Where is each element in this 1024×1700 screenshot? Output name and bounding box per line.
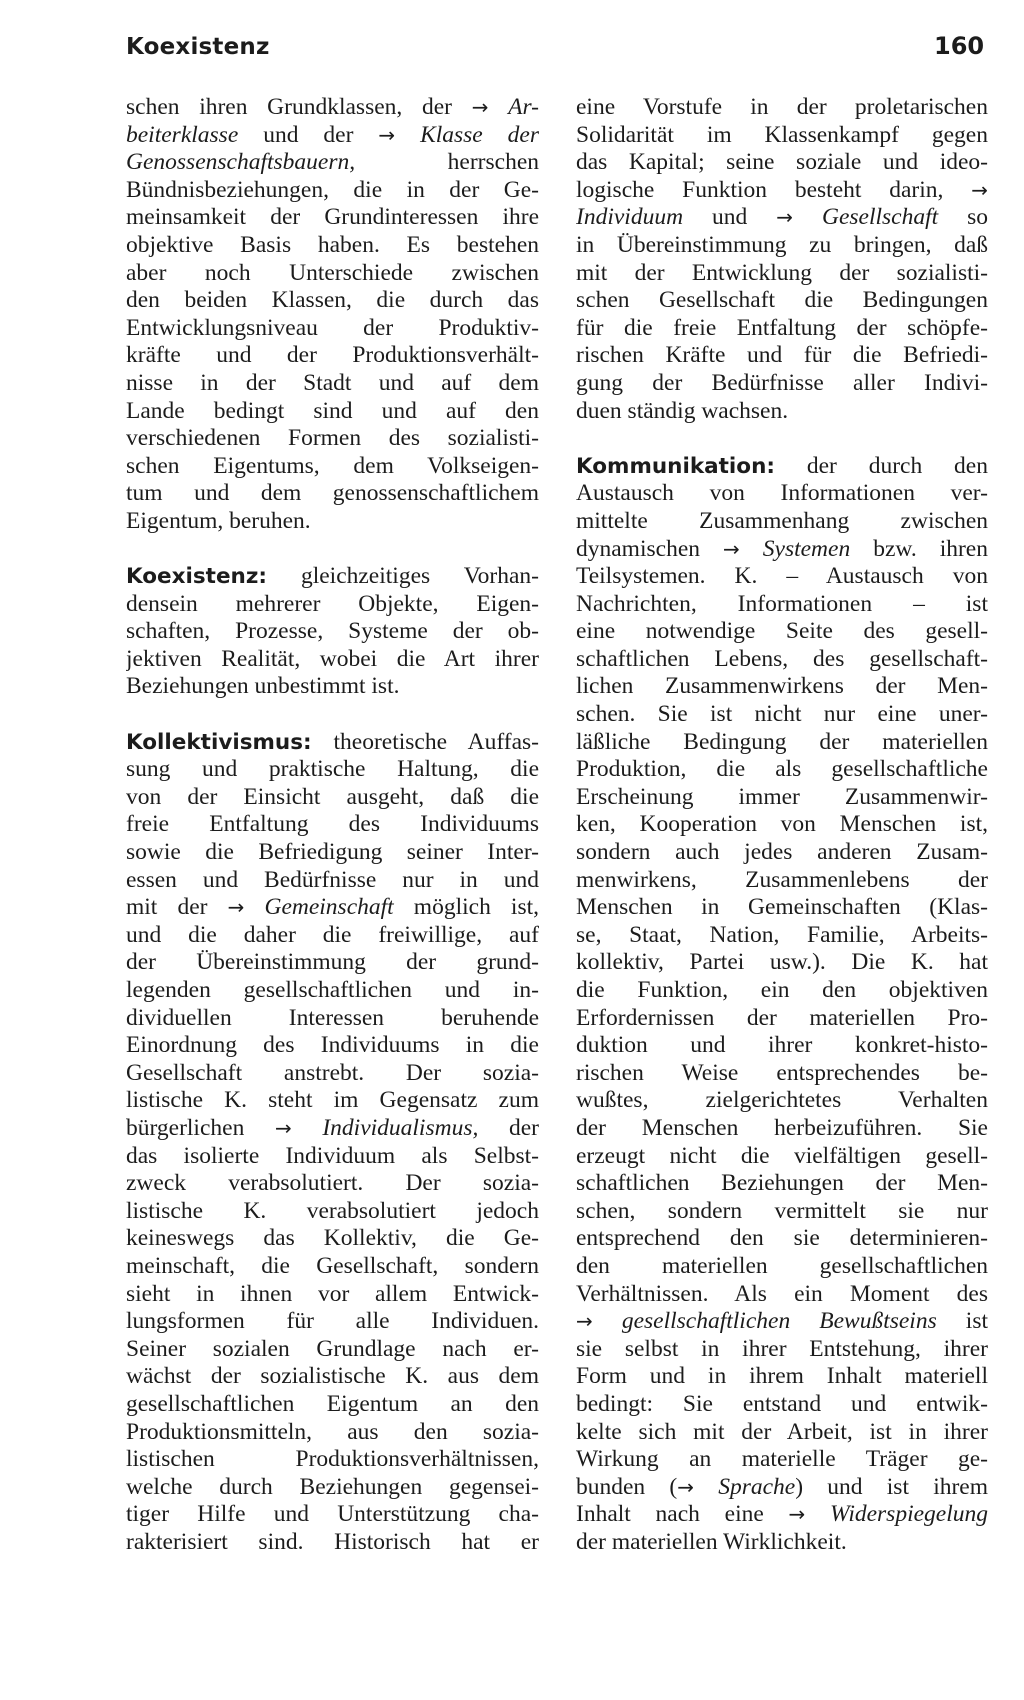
- text-line: [126, 149, 539, 177]
- text-line: [126, 94, 539, 122]
- entry-kommunikation: [576, 453, 988, 481]
- arrow-icon: →: [776, 205, 793, 230]
- cross-reference: Ar-: [508, 94, 539, 120]
- text-line: tum und dem genossenschaftlichem: [126, 480, 539, 507]
- text: herrschen: [355, 149, 539, 176]
- text-line: läßliche Bedingung der materiellen: [576, 728, 988, 755]
- entry-term: Kommunikation:: [576, 453, 775, 479]
- text-line: sie selbst in ihrer Entstehung, ihrer: [576, 1335, 988, 1362]
- text-line: welche durch Beziehungen gegensei-: [126, 1473, 539, 1500]
- text-line: listische K. steht im Gegensatz zum: [126, 1087, 539, 1114]
- text: gleichzeitiges Vorhan-: [266, 563, 539, 590]
- text-line: schaften, Prozesse, Systeme der ob-: [126, 618, 539, 645]
- text: ) und ist ihrem: [795, 1473, 988, 1500]
- arrow-icon: →: [378, 122, 396, 147]
- arrow-icon: →: [971, 177, 988, 202]
- text-line: für die freie Entfaltung der schöpfe-: [576, 314, 988, 341]
- text-line: schen. Sie ist nicht nur eine uner-: [576, 701, 988, 728]
- text-line: schaftlichen Beziehungen der Men-: [576, 1170, 988, 1197]
- text-line: der Übereinstimmung der grund-: [126, 949, 539, 976]
- text-line: Erfordernissen der materiellen Pro-: [576, 1004, 988, 1031]
- text-line: tiger Hilfe und Unterstützung cha-: [126, 1501, 539, 1528]
- text-line: Teilsystemen. K. – Austausch von: [576, 563, 988, 590]
- text-line: schen, sondern vermittelt sie nur: [576, 1197, 988, 1224]
- text-line: Gesellschaft anstrebt. Der sozia-: [126, 1059, 539, 1086]
- text-line: dividuellen Interessen beruhende: [126, 1004, 539, 1031]
- text-line: eine Vorstufe in der proletarischen: [576, 94, 988, 120]
- cross-reference: Klasse der: [420, 121, 539, 148]
- text-line: Eigentum, beruhen.: [126, 507, 311, 534]
- text-line: Form und in ihrem Inhalt materiell: [576, 1363, 988, 1390]
- text-line: Seiner sozialen Grundlage nach er-: [126, 1335, 539, 1362]
- entry-term: Koexistenz:: [126, 564, 267, 590]
- cross-reference: gesellschaftlichen Bewußtseins: [621, 1308, 937, 1335]
- text-line: der Menschen herbeizuführen. Sie: [576, 1114, 988, 1141]
- text-line: [126, 894, 539, 922]
- text-line: Entwicklungsniveau der Produktiv-: [126, 314, 539, 341]
- text-line: freie Entfaltung des Individuums: [126, 811, 539, 838]
- text: bzw. ihren: [850, 535, 988, 562]
- text: schen ihren Grundklassen, der: [126, 94, 472, 120]
- cross-reference: Individualismus,: [322, 1114, 479, 1141]
- left-column: [126, 94, 539, 1556]
- text-line: essen und Bedürfnisse nur in und: [126, 866, 539, 893]
- text: Inhalt nach eine: [576, 1501, 789, 1528]
- text-line: das isolierte Individuum als Selbst-: [126, 1142, 539, 1169]
- text-line: listische K. verabsolutiert jedoch: [126, 1197, 539, 1224]
- text-line: erzeugt nicht die vielfältigen gesell-: [576, 1142, 988, 1169]
- text-line: sowie die Befriedigung seiner Inter-: [126, 839, 539, 866]
- text: bürgerlichen: [126, 1114, 275, 1141]
- text-line: nisse in der Stadt und auf dem: [126, 369, 539, 396]
- text: dynamischen: [576, 535, 723, 562]
- text-line: Produktion, die als gesellschaftliche: [576, 756, 988, 783]
- text-line: ken, Kooperation von Menschen ist,: [576, 811, 988, 838]
- text-line: Verhältnissen. Als ein Moment des: [576, 1280, 988, 1307]
- cross-reference: Gesellschaft: [821, 204, 939, 231]
- text-line: [126, 122, 539, 150]
- text-line: rischen Weise entsprechendes be-: [576, 1059, 988, 1086]
- text-line: schen Gesellschaft die Bedingungen: [576, 287, 988, 314]
- text-line: schaftlichen Lebens, des gesellschaft-: [576, 645, 988, 672]
- text: und der: [238, 121, 379, 148]
- text-line: gesellschaftlichen Eigentum an den: [126, 1390, 539, 1417]
- cross-reference: Widerspiegelung: [830, 1501, 988, 1528]
- cross-reference: Sprache: [718, 1473, 796, 1500]
- text-line: [576, 1501, 988, 1529]
- text-line: keineswegs das Kollektiv, die Ge-: [126, 1225, 539, 1252]
- text-line: Solidarität im Klassenkampf gegen: [576, 121, 988, 148]
- text-line: sondern auch jedes anderen Zusam-: [576, 839, 988, 866]
- text-line: gung der Bedürfnisse aller Indivi-: [576, 369, 988, 396]
- text: der: [478, 1114, 539, 1141]
- text-line: [576, 177, 988, 205]
- text-line: Einordnung des Individuums in die: [126, 1032, 539, 1059]
- text-line: rakterisiert sind. Historisch hat er: [126, 1528, 539, 1555]
- arrow-icon: →: [788, 1502, 806, 1527]
- text-line: menwirkens, Zusammenlebens der: [576, 866, 988, 893]
- text-line: Austausch von Informationen ver-: [576, 480, 988, 507]
- arrow-icon: →: [227, 895, 245, 920]
- arrow-icon: →: [274, 1115, 292, 1140]
- cross-reference: Systemen: [762, 535, 851, 562]
- text-line: jektiven Realität, wobei die Art ihrer: [126, 645, 539, 672]
- text-line: zweck verabsolutiert. Der sozia-: [126, 1170, 539, 1197]
- text-line: densein mehrerer Objekte, Eigen-: [126, 590, 539, 617]
- text-line: aber noch Unterschiede zwischen: [126, 259, 539, 286]
- arrow-icon: →: [677, 1474, 694, 1499]
- text-line: den beiden Klassen, die durch das: [126, 287, 539, 314]
- arrow-icon: →: [576, 1309, 593, 1334]
- text-line: schen Eigentums, dem Volkseigen-: [126, 452, 539, 479]
- text-line: meinschaft, die Gesellschaft, sondern: [126, 1252, 539, 1279]
- text-line: [126, 1115, 539, 1143]
- cross-reference: Individuum: [576, 204, 684, 231]
- text-line: lungsformen für alle Individuen.: [126, 1308, 539, 1335]
- text: der durch den: [774, 452, 988, 479]
- text-line: kräfte und der Produktionsverhält-: [126, 342, 539, 369]
- text-line: mit der Entwicklung der sozialisti-: [576, 259, 988, 286]
- text: mit der: [126, 894, 228, 921]
- text-line: die Funktion, ein den objektiven: [576, 977, 988, 1003]
- text-line: lichen Zusammenwirkens der Men-: [576, 673, 988, 700]
- entry-koexistenz: [126, 563, 539, 591]
- text: ist: [936, 1308, 988, 1335]
- text-line: sung und praktische Haltung, die: [126, 756, 539, 783]
- text-line: sieht in ihnen vor allem Entwick-: [126, 1280, 539, 1307]
- text-line: und die daher die freiwillige, auf: [126, 921, 539, 948]
- text-line: duen ständig wachsen.: [576, 397, 789, 424]
- text-line: von der Einsicht ausgeht, daß die: [126, 783, 539, 810]
- text-line: objektive Basis haben. Es bestehen: [126, 231, 539, 258]
- text-line: der materiellen Wirklichkeit.: [576, 1528, 847, 1555]
- text: bunden (: [576, 1473, 678, 1500]
- entry-term: Kollektivismus:: [126, 729, 312, 755]
- text-line: kollektiv, Partei usw.). Die K. hat: [576, 949, 988, 976]
- text-line: Nachrichten, Informationen – ist: [576, 590, 988, 617]
- text-line: Beziehungen unbestimmt ist.: [126, 673, 400, 700]
- cross-reference: Gemeinschaft: [264, 894, 394, 921]
- cross-reference: beiterklasse: [126, 121, 239, 148]
- text-line: listischen Produktionsverhältnissen,: [126, 1446, 539, 1473]
- text-line: meinsamkeit der Grundinteressen ihre: [126, 204, 539, 231]
- text-line: mittelte Zusammenhang zwischen: [576, 507, 988, 534]
- text-line: wußtes, zielgerichtetes Verhalten: [576, 1087, 988, 1114]
- text-line: Produktionsmitteln, aus den sozia-: [126, 1418, 539, 1445]
- text-line: Menschen in Gemeinschaften (Klas-: [576, 894, 988, 921]
- text-line: eine notwendige Seite des gesell-: [576, 618, 988, 645]
- text: und: [683, 204, 777, 231]
- text-line: in Übereinstimmung zu bringen, daß: [576, 231, 988, 258]
- text-line: Wirkung an materielle Träger ge-: [576, 1446, 988, 1473]
- right-column: [576, 94, 988, 1556]
- cross-reference: Genossenschaftsbauern,: [126, 149, 356, 176]
- text-line: wächst der sozialistische K. aus dem: [126, 1363, 539, 1390]
- text-line: se, Staat, Nation, Familie, Arbeits-: [576, 921, 988, 948]
- page-number: 160: [934, 32, 985, 60]
- text: logische Funktion besteht darin,: [576, 176, 972, 203]
- text-line: entsprechend den sie determinieren-: [576, 1225, 988, 1252]
- text-line: verschiedenen Formen des sozialisti-: [126, 425, 539, 452]
- text-line: [576, 204, 988, 232]
- text-line: den materiellen gesellschaftlichen: [576, 1252, 988, 1279]
- text-line: Lande bedingt sind und auf den: [126, 397, 539, 424]
- text-line: kelte sich mit der Arbeit, ist in ihrer: [576, 1418, 988, 1445]
- text-line: legenden gesellschaftlichen und in-: [126, 977, 539, 1003]
- text: möglich ist,: [393, 894, 539, 921]
- running-head: Koexistenz: [126, 34, 270, 60]
- entry-kollektivismus: [126, 729, 539, 757]
- text-line: bedingt: Sie entstand und entwik-: [576, 1390, 988, 1417]
- text-line: rischen Kräfte und für die Befriedi-: [576, 342, 988, 369]
- text-line: duktion und ihrer konkret-histo-: [576, 1032, 988, 1059]
- text-line: Erscheinung immer Zusammenwir-: [576, 783, 988, 810]
- text-line: Bündnisbeziehungen, die in der Ge-: [126, 176, 539, 203]
- text-line: [576, 1474, 988, 1502]
- arrow-icon: →: [471, 95, 489, 119]
- text: so: [938, 204, 988, 231]
- text: theoretische Auffas-: [311, 728, 539, 755]
- text-line: das Kapital; seine soziale und ideo-: [576, 149, 988, 176]
- arrow-icon: →: [723, 536, 740, 561]
- text-line: [576, 1308, 988, 1336]
- text-line: [576, 536, 988, 564]
